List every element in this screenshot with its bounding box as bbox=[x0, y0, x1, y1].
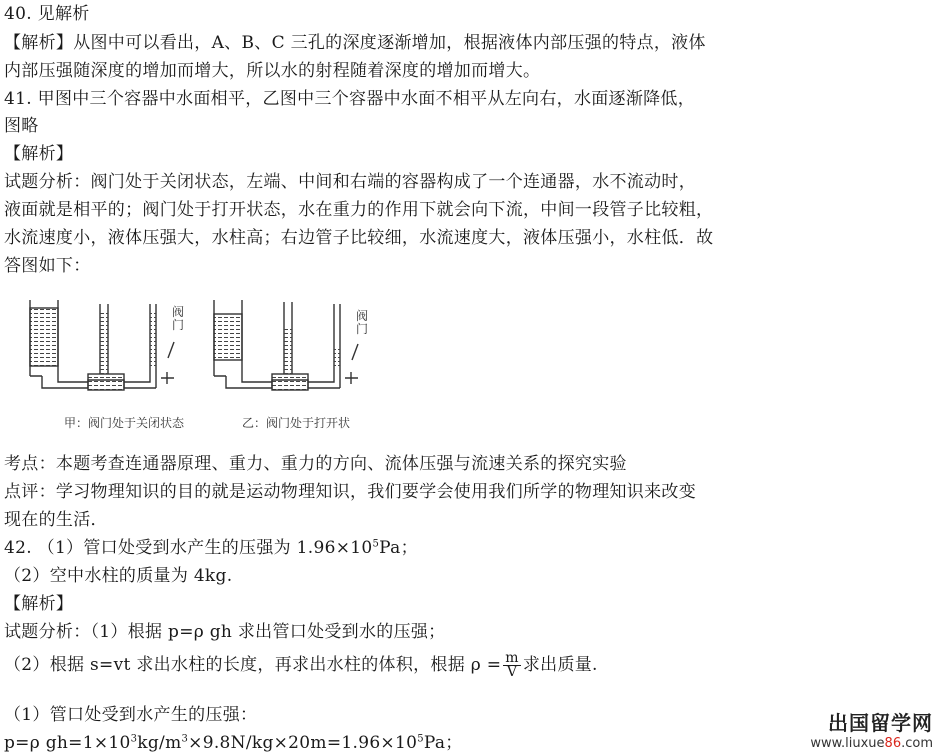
caption-open: 乙：阀门处于打开状 bbox=[242, 416, 351, 430]
answer-42-part1: 42. （1）管口处受到水产生的压强为 $1.96\times 10^5Pa$； bbox=[4, 538, 418, 558]
diagram-closed-valve bbox=[30, 300, 174, 390]
comment-41-line1: 点评：学习物理知识的目的就是运动物理知识，我们要学会使用我们所学的物理知识来改变 bbox=[4, 482, 696, 502]
answer-40: 40. 见解析 bbox=[4, 4, 90, 24]
analysis-42-line1: 试题分析：（1）根据 p=ρ gh 求出管口处受到水的压强； bbox=[4, 622, 446, 642]
analysis-41-line2: 液面就是相平的；阀门处于打开状态，水在重力的作用下就会向下流，中间一段管子比较粗， bbox=[4, 200, 714, 220]
answer-41-cont: 图略 bbox=[4, 116, 39, 136]
analysis-41-line3: 水流速度小，液体压强大，水柱高；右边管子比较细，水流速度大，液体压强小，水柱低．故 bbox=[4, 228, 714, 248]
analysis-40-line1: 【解析】从图中可以看出，A、B、C 三孔的深度逐渐增加，根据液体内部压强的特点，液体 bbox=[4, 33, 706, 53]
analysis-42-line3: （1）管口处受到水产生的压强： bbox=[4, 705, 258, 725]
diagram-open-valve bbox=[214, 300, 358, 390]
site-watermark bbox=[810, 707, 933, 751]
answer-42-part2: （2）空中水柱的质量为 4kg. bbox=[4, 566, 233, 586]
analysis-42-line2: （2）根据 s=vt 求出水柱的长度，再求出水柱的体积，根据 ρ = $\frac{m}{V}$ 求出质量. bbox=[4, 650, 598, 680]
analysis-40-line2: 内部压强随深度的增加而增大，所以水的射程随着深度的增加而增大。 bbox=[4, 61, 541, 81]
valve-label-right: 阀门 bbox=[356, 309, 369, 336]
density-fraction: $\frac{m}{V}$ bbox=[505, 650, 519, 680]
comment-41-line2: 现在的生活． bbox=[4, 510, 108, 530]
watermark-title: 出国留学网 bbox=[828, 711, 933, 735]
valve-label-left: 阀门 bbox=[172, 305, 185, 332]
analysis-42-line4: p=ρ $gh=1\times 10^3kg/m^3\times 9.8N/kg\times 20m=1.96\times 10^5Pa$； bbox=[4, 733, 463, 753]
analysis-41-line4: 答图如下： bbox=[4, 256, 91, 276]
caption-closed: 甲：阀门处于关闭状态 bbox=[64, 416, 185, 430]
key-point-41: 考点：本题考查连通器原理、重力、重力的方向、流体压强与流速关系的探究实验 bbox=[4, 454, 627, 474]
connected-vessels-figure bbox=[28, 296, 388, 436]
analysis-41-line1: 试题分析：阀门处于关闭状态，左端、中间和右端的容器构成了一个连通器，水不流动时， bbox=[4, 172, 696, 192]
watermark-url: www.liuxue86.com bbox=[810, 736, 933, 751]
analysis-41-heading: 【解析】 bbox=[4, 144, 74, 164]
analysis-42-heading: 【解析】 bbox=[4, 594, 74, 614]
answer-41: 41. 甲图中三个容器中水面相平，乙图中三个容器中水面不相平从左向右，水面逐渐降低， bbox=[4, 89, 696, 109]
